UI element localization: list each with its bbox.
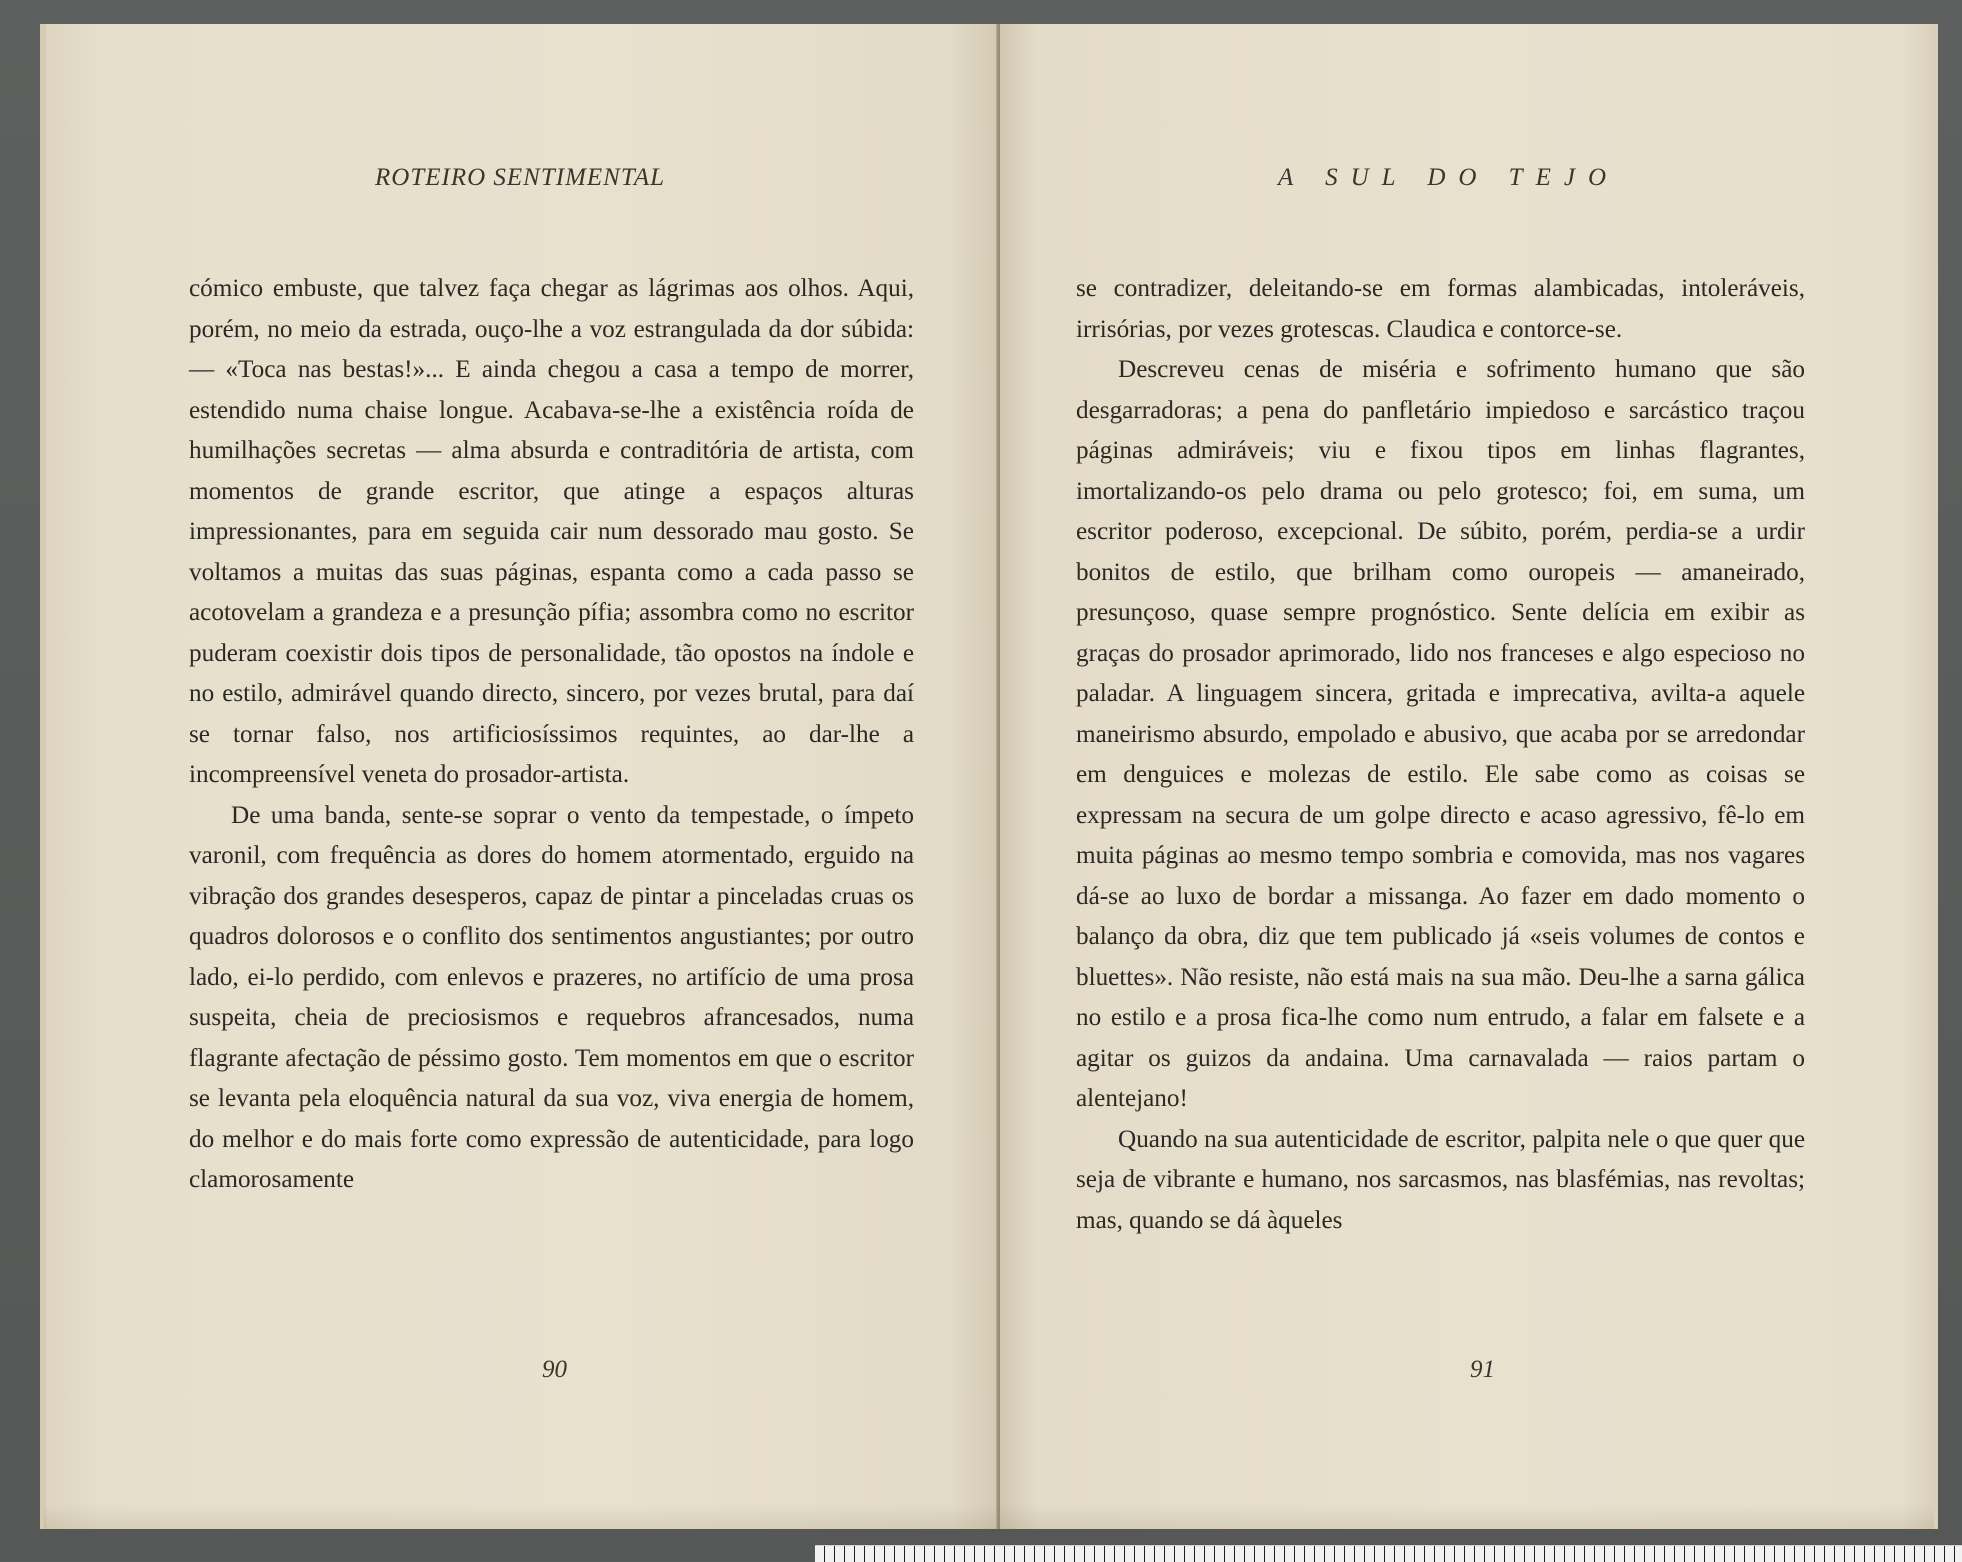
book-spread: [40, 24, 1940, 1529]
paragraph: De uma banda, sente-se soprar o vento da tempestade, o ímpeto varonil, com frequência as dores do homem atormentado, erguido na vibração dos grandes desesperos, capaz de pintar a pinceladas cruas os quadros dolorosos e o conflito dos sentimentos angustiantes; por outro lado, ei-lo perdido, com enlevos e prazeres, no artifício de uma prosa suspeita, cheia de preciosismos e requebros afrancesados, numa flagrante afectação de péssimo gosto. Tem momentos em que o escritor se levanta pela eloquência natural da sua voz, viva energia de homem, do melhor e do mais forte como expressão de autenticidade, para logo clamorosamente: [189, 801, 914, 1193]
left-page-body: [189, 269, 914, 1201]
page-number-right: 91: [1470, 1356, 1495, 1383]
right-page: [1000, 24, 1938, 1529]
paragraph: se contradizer, deleitando-se em formas alambicadas, intoleráveis, irrisórias, por vezes grotescas. Claudica e contorce-se.: [1076, 275, 1805, 343]
page-number-left: 90: [542, 1356, 567, 1383]
paragraph: cómico embuste, que talvez faça chegar as lágrimas aos olhos. Aqui, porém, no meio da estrada, ouço-lhe a voz estrangulada da dor súbida: — «Toca nas bestas!»... E ainda chegou a casa a tempo de morrer, estendido numa chaise longue. Acabava-se-lhe a existência roída de humilhações secretas — alma absurda e contraditória de artista, com momentos de grande escritor, que atinge a espaços alturas impressionantes, para em seguida cair num dessorado mau gosto. Se voltamos a muitas das suas páginas, espanta como a cada passo se acotovelam a grandeza e a presunção pífia; assombra como no escritor puderam coexistir dois tipos de personalidade, tão opostos na índole e no estilo, admirável quando directo, sincero, por vezes brutal, para daí se tornar falso, nos artificiosíssimos requintes, ao dar-lhe a incompreensível veneta do prosador-artista.: [189, 275, 914, 788]
paragraph: Descreveu cenas de miséria e sofrimento humano que são desgarradoras; a pena do panfletário impiedoso e sarcástico traçou páginas admiráveis; viu e fixou tipos em linhas flagrantes, imortalizando-os pelo drama ou pelo grotesco; foi, em suma, um escritor poderoso, excepcional. De súbito, porém, perdia-se a urdir bonitos de estilo, que brilham como ouropeis — amaneirado, presunçoso, quase sempre prognóstico. Sente delícia em exibir as graças do prosador aprimorado, lido nos franceses e algo especioso no paladar. A linguagem sincera, gritada e imprecativa, avilta-a aquele maneirismo absurdo, empolado e abusivo, que acaba por se arredondar em denguices e molezas de estilo. Ele sabe como as coisas se expressam na secura de um golpe directo e acaso agressivo, fê-lo em muita páginas ao mesmo tempo sombria e comovida, mas nos vagares dá-se ao luxo de bordar a missanga. Ao fazer em dado momento o balanço da obra, diz que tem publicado já «seis volumes de contos e bluettes». Não resiste, não está mais na sua mão. Deu-lhe a sarna gálica no estilo e a prosa fica-lhe como num entrudo, a falar em falsete e a agitar os guizos da andaina. Uma carnavalada — raios partam o alentejano!: [1076, 356, 1805, 1112]
running-head-left: ROTEIRO SENTIMENTAL: [375, 164, 666, 191]
left-page: [40, 24, 998, 1529]
right-page-body: [1076, 269, 1805, 1241]
scale-ruler: [815, 1545, 1962, 1562]
paragraph: Quando na sua autenticidade de escritor, palpita nele o que quer que seja de vibrante e humano, nos sarcasmos, nas blasfémias, nas revoltas; mas, quando se dá àqueles: [1076, 1125, 1805, 1234]
running-head-right: A SUL DO TEJO: [1278, 164, 1620, 191]
page-bottom-edge: [44, 1504, 1934, 1529]
